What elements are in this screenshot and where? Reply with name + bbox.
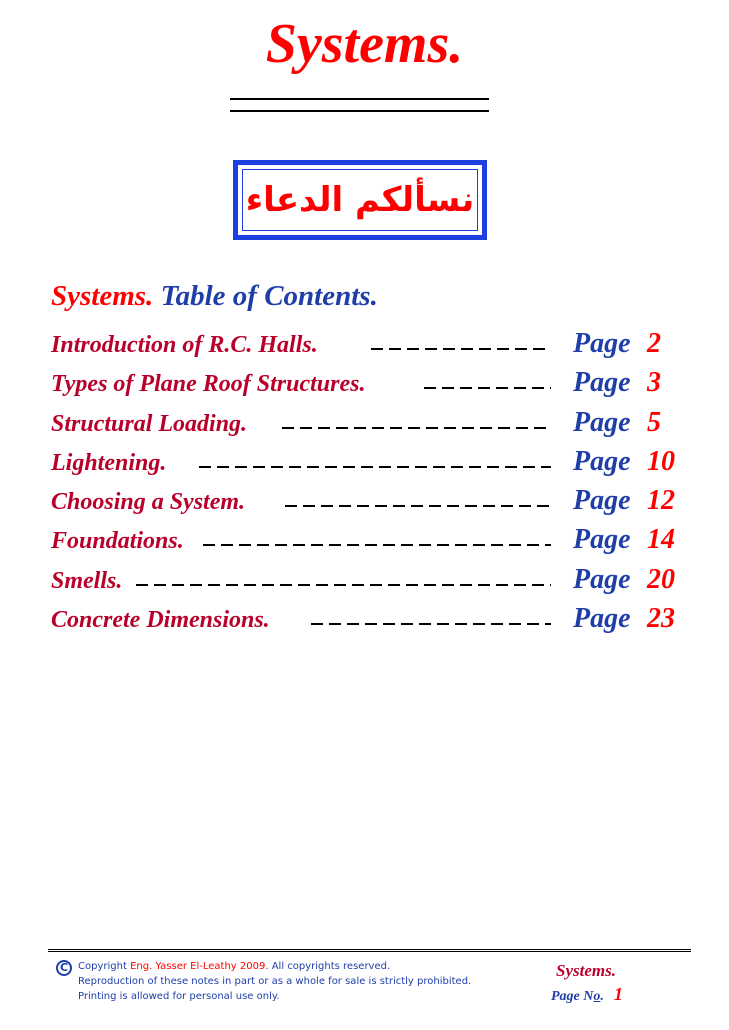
toc-page-number: 3 xyxy=(647,367,661,399)
footer-page-value: 1 xyxy=(613,984,623,1004)
toc-page-label: Page xyxy=(573,524,631,556)
toc-heading-prefix: Systems. xyxy=(51,280,154,312)
toc-entry[interactable] xyxy=(51,562,691,601)
toc-page-label: Page xyxy=(573,367,631,399)
toc-entry-title: Foundations. xyxy=(51,528,184,555)
toc-entry-title: Smells. xyxy=(51,567,123,594)
toc-entry-title: Structural Loading. xyxy=(51,410,248,437)
copyright-rights: . All copyrights reserved. xyxy=(265,961,391,972)
title-underline-top xyxy=(230,98,489,100)
toc-page-number: 10 xyxy=(647,445,675,477)
toc-leader-line xyxy=(424,387,551,389)
copyright-author: Eng. Yasser El-Leathy 2009 xyxy=(130,961,266,972)
toc-leader-line xyxy=(203,544,551,546)
footer-page-label-dot: . xyxy=(600,989,604,1004)
page-title: Systems. xyxy=(265,13,464,75)
toc-heading-main: Table of Contents. xyxy=(160,280,378,312)
toc-entry[interactable] xyxy=(51,601,691,640)
copyright-word: Copyright xyxy=(78,961,127,972)
footer-page-number xyxy=(551,984,623,1005)
toc-entry[interactable] xyxy=(51,365,691,404)
copyright-line-3: Printing is allowed for personal use only. xyxy=(78,991,280,1002)
toc-leader-line xyxy=(136,584,551,586)
toc-page-number: 23 xyxy=(647,603,675,635)
footer-page-label-o: o xyxy=(593,989,601,1004)
copyright-line-1 xyxy=(78,959,471,974)
toc-page-label: Page xyxy=(573,485,631,517)
title-underline-bottom xyxy=(230,110,489,112)
toc-page-label: Page xyxy=(573,406,631,438)
toc-leader-line xyxy=(199,466,551,468)
footer-document-name: Systems. xyxy=(556,961,616,980)
copyright-notice xyxy=(78,959,471,1004)
toc-heading xyxy=(51,278,378,314)
copyright-line-2: Reproduction of these notes in part or as a whole for sale is strictly prohibited. xyxy=(78,976,472,987)
toc-entry[interactable] xyxy=(51,522,691,561)
dua-text: نسألكم الدعاء xyxy=(245,180,475,220)
table-of-contents xyxy=(51,326,691,640)
toc-leader-line xyxy=(285,505,551,507)
toc-page-number: 20 xyxy=(647,563,675,595)
toc-leader-line xyxy=(282,427,551,429)
toc-page-number: 12 xyxy=(647,485,675,517)
dua-box xyxy=(233,160,487,240)
toc-entry-title: Lightening. xyxy=(51,449,167,476)
toc-page-number: 14 xyxy=(647,524,675,556)
toc-page-label: Page xyxy=(573,445,631,477)
toc-entry-title: Choosing a System. xyxy=(51,489,246,516)
toc-page-label: Page xyxy=(573,328,631,359)
footer-page-label: Page N xyxy=(551,989,594,1004)
toc-entry-title: Concrete Dimensions. xyxy=(51,607,270,634)
copyright-icon: C xyxy=(56,960,72,976)
toc-page-number: 2 xyxy=(647,328,661,359)
toc-entry[interactable] xyxy=(51,405,691,444)
toc-page-label: Page xyxy=(573,603,631,635)
toc-page-number: 5 xyxy=(647,406,661,438)
toc-entry[interactable] xyxy=(51,483,691,522)
toc-page-label: Page xyxy=(573,563,631,595)
toc-leader-line xyxy=(311,623,551,625)
toc-leader-line xyxy=(371,348,551,350)
toc-entry[interactable] xyxy=(51,326,691,365)
toc-entry-title: Introduction of R.C. Halls. xyxy=(51,332,318,358)
toc-entry[interactable] xyxy=(51,444,691,483)
toc-entry-title: Types of Plane Roof Structures. xyxy=(51,371,366,398)
footer-divider xyxy=(48,949,691,952)
